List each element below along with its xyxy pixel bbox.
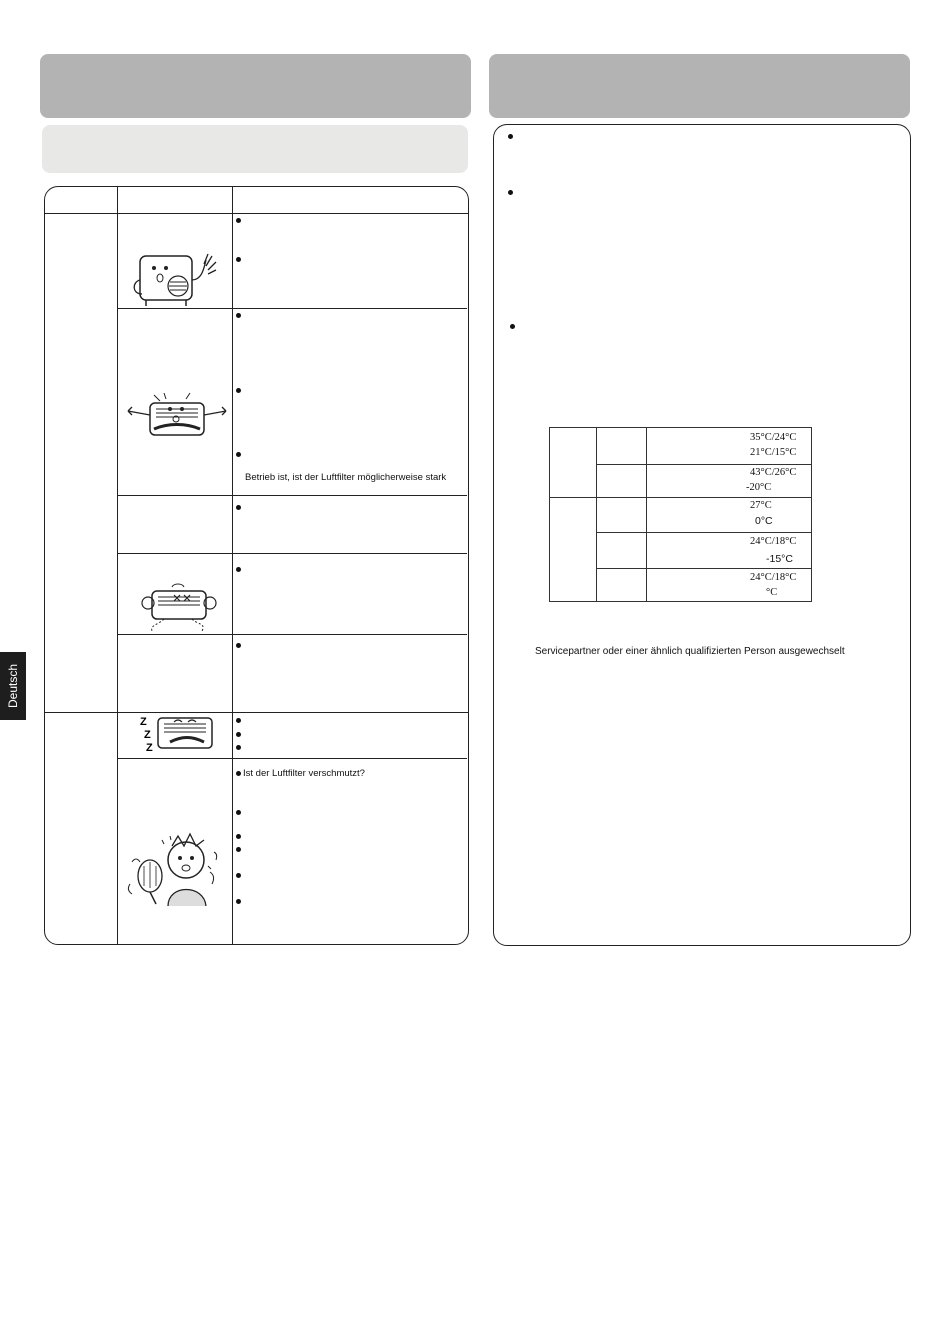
troubleshooting-table [44,186,469,945]
svg-text:Z: Z [140,716,147,728]
language-tab-label: Deutsch [6,663,20,709]
bullet [236,873,241,878]
table-group-rule [44,712,468,713]
table-col-divider-2 [232,186,233,944]
bullet [236,567,241,572]
bullet [236,643,241,648]
bullet [236,732,241,737]
bullet [236,505,241,510]
bullet [236,745,241,750]
row-text: Ist der Luftfilter verschmutzt? [243,768,365,779]
bullet [236,218,241,223]
left-section-header [40,54,471,118]
temp-value: -20°C [746,482,772,493]
row-text: Betrieb ist, ist der Luftfilter möglicherweise stark [245,472,447,483]
table-row-rule [117,758,467,759]
bullet [236,452,241,457]
unit-shrug-illustration [124,395,230,439]
bullet [236,718,241,723]
table-header-rule [44,213,468,214]
temp-value: 0°C [755,515,773,527]
temp-value: 24°C/18°C [750,536,797,547]
bullet [236,313,241,318]
bullet [236,847,241,852]
temp-value: 43°C/26°C [750,467,797,478]
bullet [236,810,241,815]
temp-value: 35°C/24°C [750,432,797,443]
bullet [236,834,241,839]
bullet [508,190,513,195]
temp-value: -15°C [766,553,793,565]
unit-sleeping-illustration [140,714,216,754]
right-section-header [489,54,910,118]
left-subheader [42,125,468,173]
person-hot-illustration [126,832,222,906]
unit-waving-illustration [132,250,222,306]
language-tab[interactable] [0,652,26,720]
temp-value: °C [766,587,778,598]
temp-value: 24°C/18°C [750,572,797,583]
bullet [236,771,241,776]
svg-text:Z: Z [144,729,151,741]
bullet [510,324,515,329]
svg-text:Z: Z [146,742,153,754]
table-row-rule [117,634,467,635]
table-row-rule [117,553,467,554]
bullet [236,257,241,262]
bullet [236,388,241,393]
temp-value: 27°C [750,500,772,511]
table-row-rule [117,495,467,496]
bullet [508,134,513,139]
table-col-divider-1 [117,186,118,944]
temperature-range-table [549,427,812,602]
bullet [236,899,241,904]
unit-sweat-illustration [136,585,222,633]
temp-value: 21°C/15°C [750,447,797,458]
service-note: Servicepartner oder einer ähnlich qualifizierten Person ausgewechselt [535,646,845,657]
table-row-rule [117,308,467,309]
